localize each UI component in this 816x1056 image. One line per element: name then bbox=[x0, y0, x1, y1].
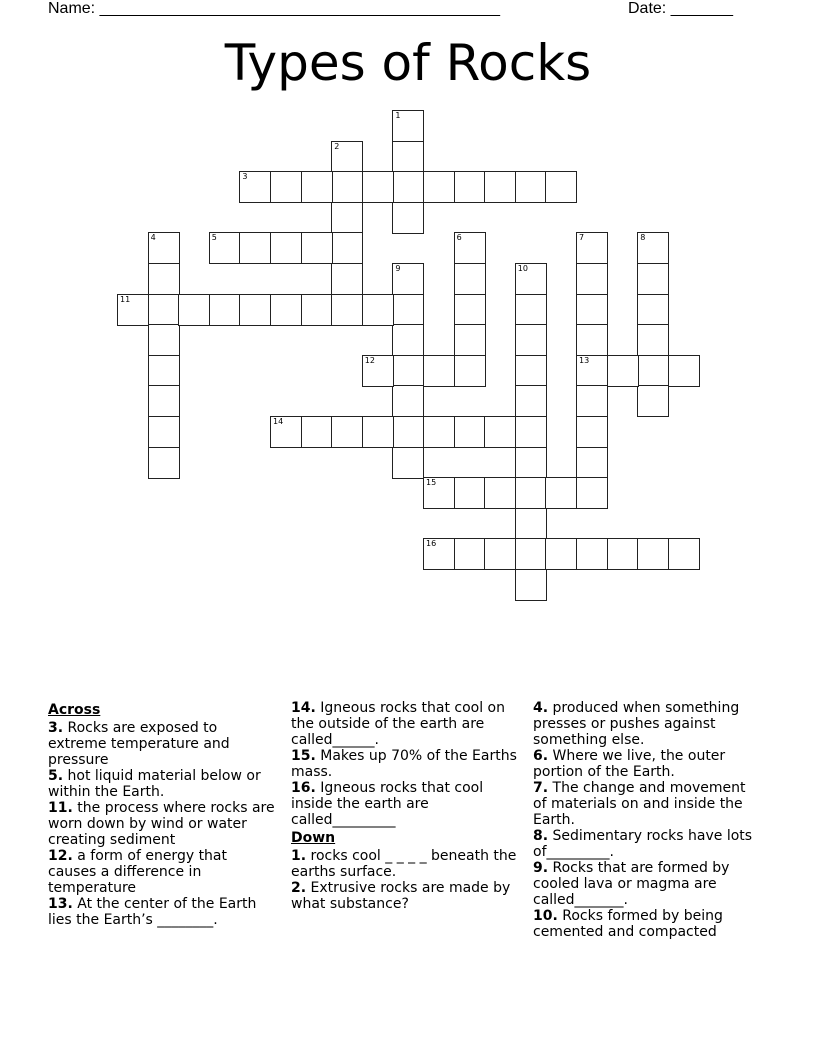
crossword-cell[interactable] bbox=[576, 294, 608, 326]
clue-number: 5 bbox=[211, 233, 217, 243]
crossword-cell[interactable] bbox=[576, 263, 608, 295]
crossword-cell[interactable] bbox=[515, 385, 547, 417]
crossword-cell[interactable] bbox=[454, 416, 486, 448]
crossword-cell[interactable] bbox=[209, 232, 241, 264]
clue-across-5: 5. hot liquid material below or within the Earth. bbox=[48, 768, 261, 800]
clue-column-2 bbox=[291, 700, 519, 912]
clue-column-3 bbox=[533, 700, 761, 940]
crossword-cell[interactable] bbox=[637, 324, 669, 356]
crossword-cell[interactable] bbox=[637, 355, 669, 387]
crossword-cell[interactable] bbox=[148, 447, 180, 479]
crossword-cell[interactable] bbox=[515, 355, 547, 387]
crossword-cell[interactable] bbox=[331, 232, 363, 264]
crossword-cell[interactable] bbox=[423, 416, 455, 448]
crossword-cell[interactable] bbox=[545, 538, 577, 570]
crossword-cell[interactable] bbox=[117, 294, 149, 326]
crossword-cell[interactable] bbox=[637, 294, 669, 326]
crossword-cell[interactable] bbox=[515, 294, 547, 326]
crossword-cell[interactable] bbox=[576, 232, 608, 264]
crossword-cell[interactable] bbox=[331, 294, 363, 326]
date-field[interactable]: Date: _______ bbox=[628, 0, 733, 17]
crossword-cell[interactable] bbox=[454, 171, 486, 203]
clue-number: 1 bbox=[395, 111, 401, 120]
crossword-cell[interactable] bbox=[148, 263, 180, 295]
crossword-cell[interactable] bbox=[454, 538, 486, 570]
crossword-cell[interactable] bbox=[392, 263, 424, 295]
clue-across-14: 14. Igneous rocks that cool on the outside of the earth are called______. bbox=[291, 700, 505, 748]
crossword-cell[interactable] bbox=[362, 355, 394, 387]
crossword-cell[interactable] bbox=[362, 171, 394, 203]
crossword-cell[interactable] bbox=[576, 324, 608, 356]
down-heading: Down bbox=[291, 830, 336, 846]
clue-column-1 bbox=[48, 700, 276, 928]
crossword-cell[interactable] bbox=[148, 232, 180, 264]
crossword-cell[interactable] bbox=[178, 294, 210, 326]
clue-across-16: 16. Igneous rocks that cool inside the earth are called_________ bbox=[291, 780, 484, 828]
crossword-cell[interactable] bbox=[515, 416, 547, 448]
crossword-cell[interactable] bbox=[607, 538, 639, 570]
clue-down-8: 8. Sedimentary rocks have lots of_________. bbox=[533, 828, 753, 860]
crossword-cell[interactable] bbox=[576, 385, 608, 417]
crossword-cell[interactable] bbox=[239, 232, 271, 264]
crossword-cell[interactable] bbox=[607, 355, 639, 387]
crossword-cell[interactable] bbox=[392, 141, 424, 173]
crossword-cell[interactable] bbox=[331, 171, 363, 203]
crossword-cell[interactable] bbox=[576, 477, 608, 509]
clue-down-4: 4. produced when something presses or pushes against something else. bbox=[533, 700, 740, 748]
crossword-cell[interactable] bbox=[301, 232, 333, 264]
crossword-cell[interactable] bbox=[423, 477, 455, 509]
crossword-cell[interactable] bbox=[301, 294, 333, 326]
crossword-cell[interactable] bbox=[392, 447, 424, 479]
crossword-cell[interactable] bbox=[362, 294, 394, 326]
clue-across-11: 11. the process where rocks are worn down by wind or water creating sediment bbox=[48, 800, 275, 848]
name-field[interactable]: Name: _____________________________________________ bbox=[48, 0, 500, 17]
crossword-cell[interactable] bbox=[301, 171, 333, 203]
crossword-cell[interactable] bbox=[270, 294, 302, 326]
crossword-cell[interactable] bbox=[515, 569, 547, 601]
crossword-cell[interactable] bbox=[392, 324, 424, 356]
crossword-cell[interactable] bbox=[576, 447, 608, 479]
clue-number: 7 bbox=[579, 233, 585, 243]
crossword-cell[interactable] bbox=[331, 263, 363, 295]
clue-across-15: 15. Makes up 70% of the Earths mass. bbox=[291, 748, 517, 780]
clue-number: 6 bbox=[456, 233, 462, 243]
crossword-cell[interactable] bbox=[423, 171, 455, 203]
clue-number: 2 bbox=[334, 141, 340, 151]
crossword-cell[interactable] bbox=[668, 355, 700, 387]
clue-number: 14 bbox=[273, 417, 284, 426]
crossword-cell[interactable] bbox=[484, 416, 516, 448]
crossword-cell[interactable] bbox=[392, 294, 424, 326]
crossword-cell[interactable] bbox=[362, 416, 394, 448]
clue-down-1: 1. rocks cool _ _ _ _ beneath the earths surface. bbox=[291, 848, 517, 880]
crossword-cell[interactable] bbox=[484, 477, 516, 509]
crossword-cell[interactable] bbox=[515, 447, 547, 479]
crossword-cell[interactable] bbox=[515, 171, 547, 203]
clue-number: 16 bbox=[426, 539, 437, 549]
clue-across-13: 13. At the center of the Earth lies the Earth’s ________. bbox=[48, 896, 257, 928]
crossword-cell[interactable] bbox=[668, 538, 700, 570]
crossword-cell[interactable] bbox=[576, 538, 608, 570]
crossword-cell[interactable] bbox=[270, 171, 302, 203]
crossword-cell[interactable] bbox=[392, 355, 424, 387]
crossword-cell[interactable] bbox=[484, 538, 516, 570]
crossword-cell[interactable] bbox=[454, 263, 486, 295]
crossword-cell[interactable] bbox=[392, 202, 424, 234]
crossword-cell[interactable] bbox=[576, 355, 608, 387]
crossword-cell[interactable] bbox=[301, 416, 333, 448]
crossword-cell[interactable] bbox=[148, 355, 180, 387]
crossword-cell[interactable] bbox=[637, 232, 669, 264]
crossword-cell[interactable] bbox=[545, 171, 577, 203]
crossword-cell[interactable] bbox=[331, 202, 363, 234]
crossword-cell[interactable] bbox=[148, 416, 180, 448]
crossword-cell[interactable] bbox=[576, 416, 608, 448]
crossword-cell[interactable] bbox=[209, 294, 241, 326]
crossword-cell[interactable] bbox=[545, 477, 577, 509]
clue-number: 4 bbox=[150, 233, 156, 243]
clue-number: 12 bbox=[364, 355, 375, 365]
crossword-cell[interactable] bbox=[148, 385, 180, 417]
clue-number: 13 bbox=[579, 355, 590, 365]
clue-number: 3 bbox=[242, 172, 248, 182]
crossword-cell[interactable] bbox=[637, 263, 669, 295]
crossword-cell[interactable] bbox=[239, 294, 271, 326]
clue-down-10: 10. Rocks formed by being cemented and compacted bbox=[533, 908, 723, 940]
crossword-cell[interactable] bbox=[270, 232, 302, 264]
crossword-cell[interactable] bbox=[515, 263, 547, 295]
clue-number: 10 bbox=[517, 264, 528, 273]
crossword-cell[interactable] bbox=[423, 355, 455, 387]
crossword-cell[interactable] bbox=[454, 355, 486, 387]
crossword-cell[interactable] bbox=[331, 141, 363, 173]
clue-number: 8 bbox=[640, 233, 646, 243]
crossword-cell[interactable] bbox=[454, 324, 486, 356]
clue-down-9: 9. Rocks that are formed by cooled lava or magma are called_______. bbox=[533, 860, 730, 908]
crossword-cell[interactable] bbox=[454, 232, 486, 264]
crossword-cell[interactable] bbox=[392, 416, 424, 448]
crossword-cell[interactable] bbox=[331, 416, 363, 448]
crossword-cell[interactable] bbox=[515, 477, 547, 509]
crossword-cell[interactable] bbox=[515, 508, 547, 540]
crossword-cell[interactable] bbox=[637, 385, 669, 417]
clue-down-6: 6. Where we live, the outer portion of the Earth. bbox=[533, 748, 726, 780]
crossword-cell[interactable] bbox=[392, 171, 424, 203]
clue-number: 11 bbox=[120, 294, 131, 304]
crossword-cell[interactable] bbox=[239, 171, 271, 203]
crossword-cell[interactable] bbox=[423, 538, 455, 570]
crossword-cell[interactable] bbox=[515, 538, 547, 570]
clue-across-3: 3. Rocks are exposed to extreme temperature and pressure bbox=[48, 720, 230, 768]
clue-across-12: 12. a form of energy that causes a difference in temperature bbox=[48, 848, 227, 896]
clue-number: 9 bbox=[395, 264, 401, 273]
clue-down-2: 2. Extrusive rocks are made by what substance? bbox=[291, 880, 511, 912]
crossword-cell[interactable] bbox=[392, 385, 424, 417]
crossword-cell[interactable] bbox=[148, 324, 180, 356]
crossword-cell[interactable] bbox=[515, 324, 547, 356]
crossword-cell[interactable] bbox=[454, 477, 486, 509]
crossword-cell[interactable] bbox=[148, 294, 180, 326]
across-heading: Across bbox=[48, 702, 101, 718]
clue-number: 15 bbox=[426, 478, 437, 488]
crossword-cell[interactable] bbox=[270, 416, 302, 448]
crossword-cell[interactable] bbox=[392, 110, 424, 142]
clue-down-7: 7. The change and movement of materials on and inside the Earth. bbox=[533, 780, 746, 828]
crossword-cell[interactable] bbox=[484, 171, 516, 203]
page-title: Types of Rocks bbox=[224, 34, 592, 92]
crossword-cell[interactable] bbox=[637, 538, 669, 570]
crossword-cell[interactable] bbox=[454, 294, 486, 326]
